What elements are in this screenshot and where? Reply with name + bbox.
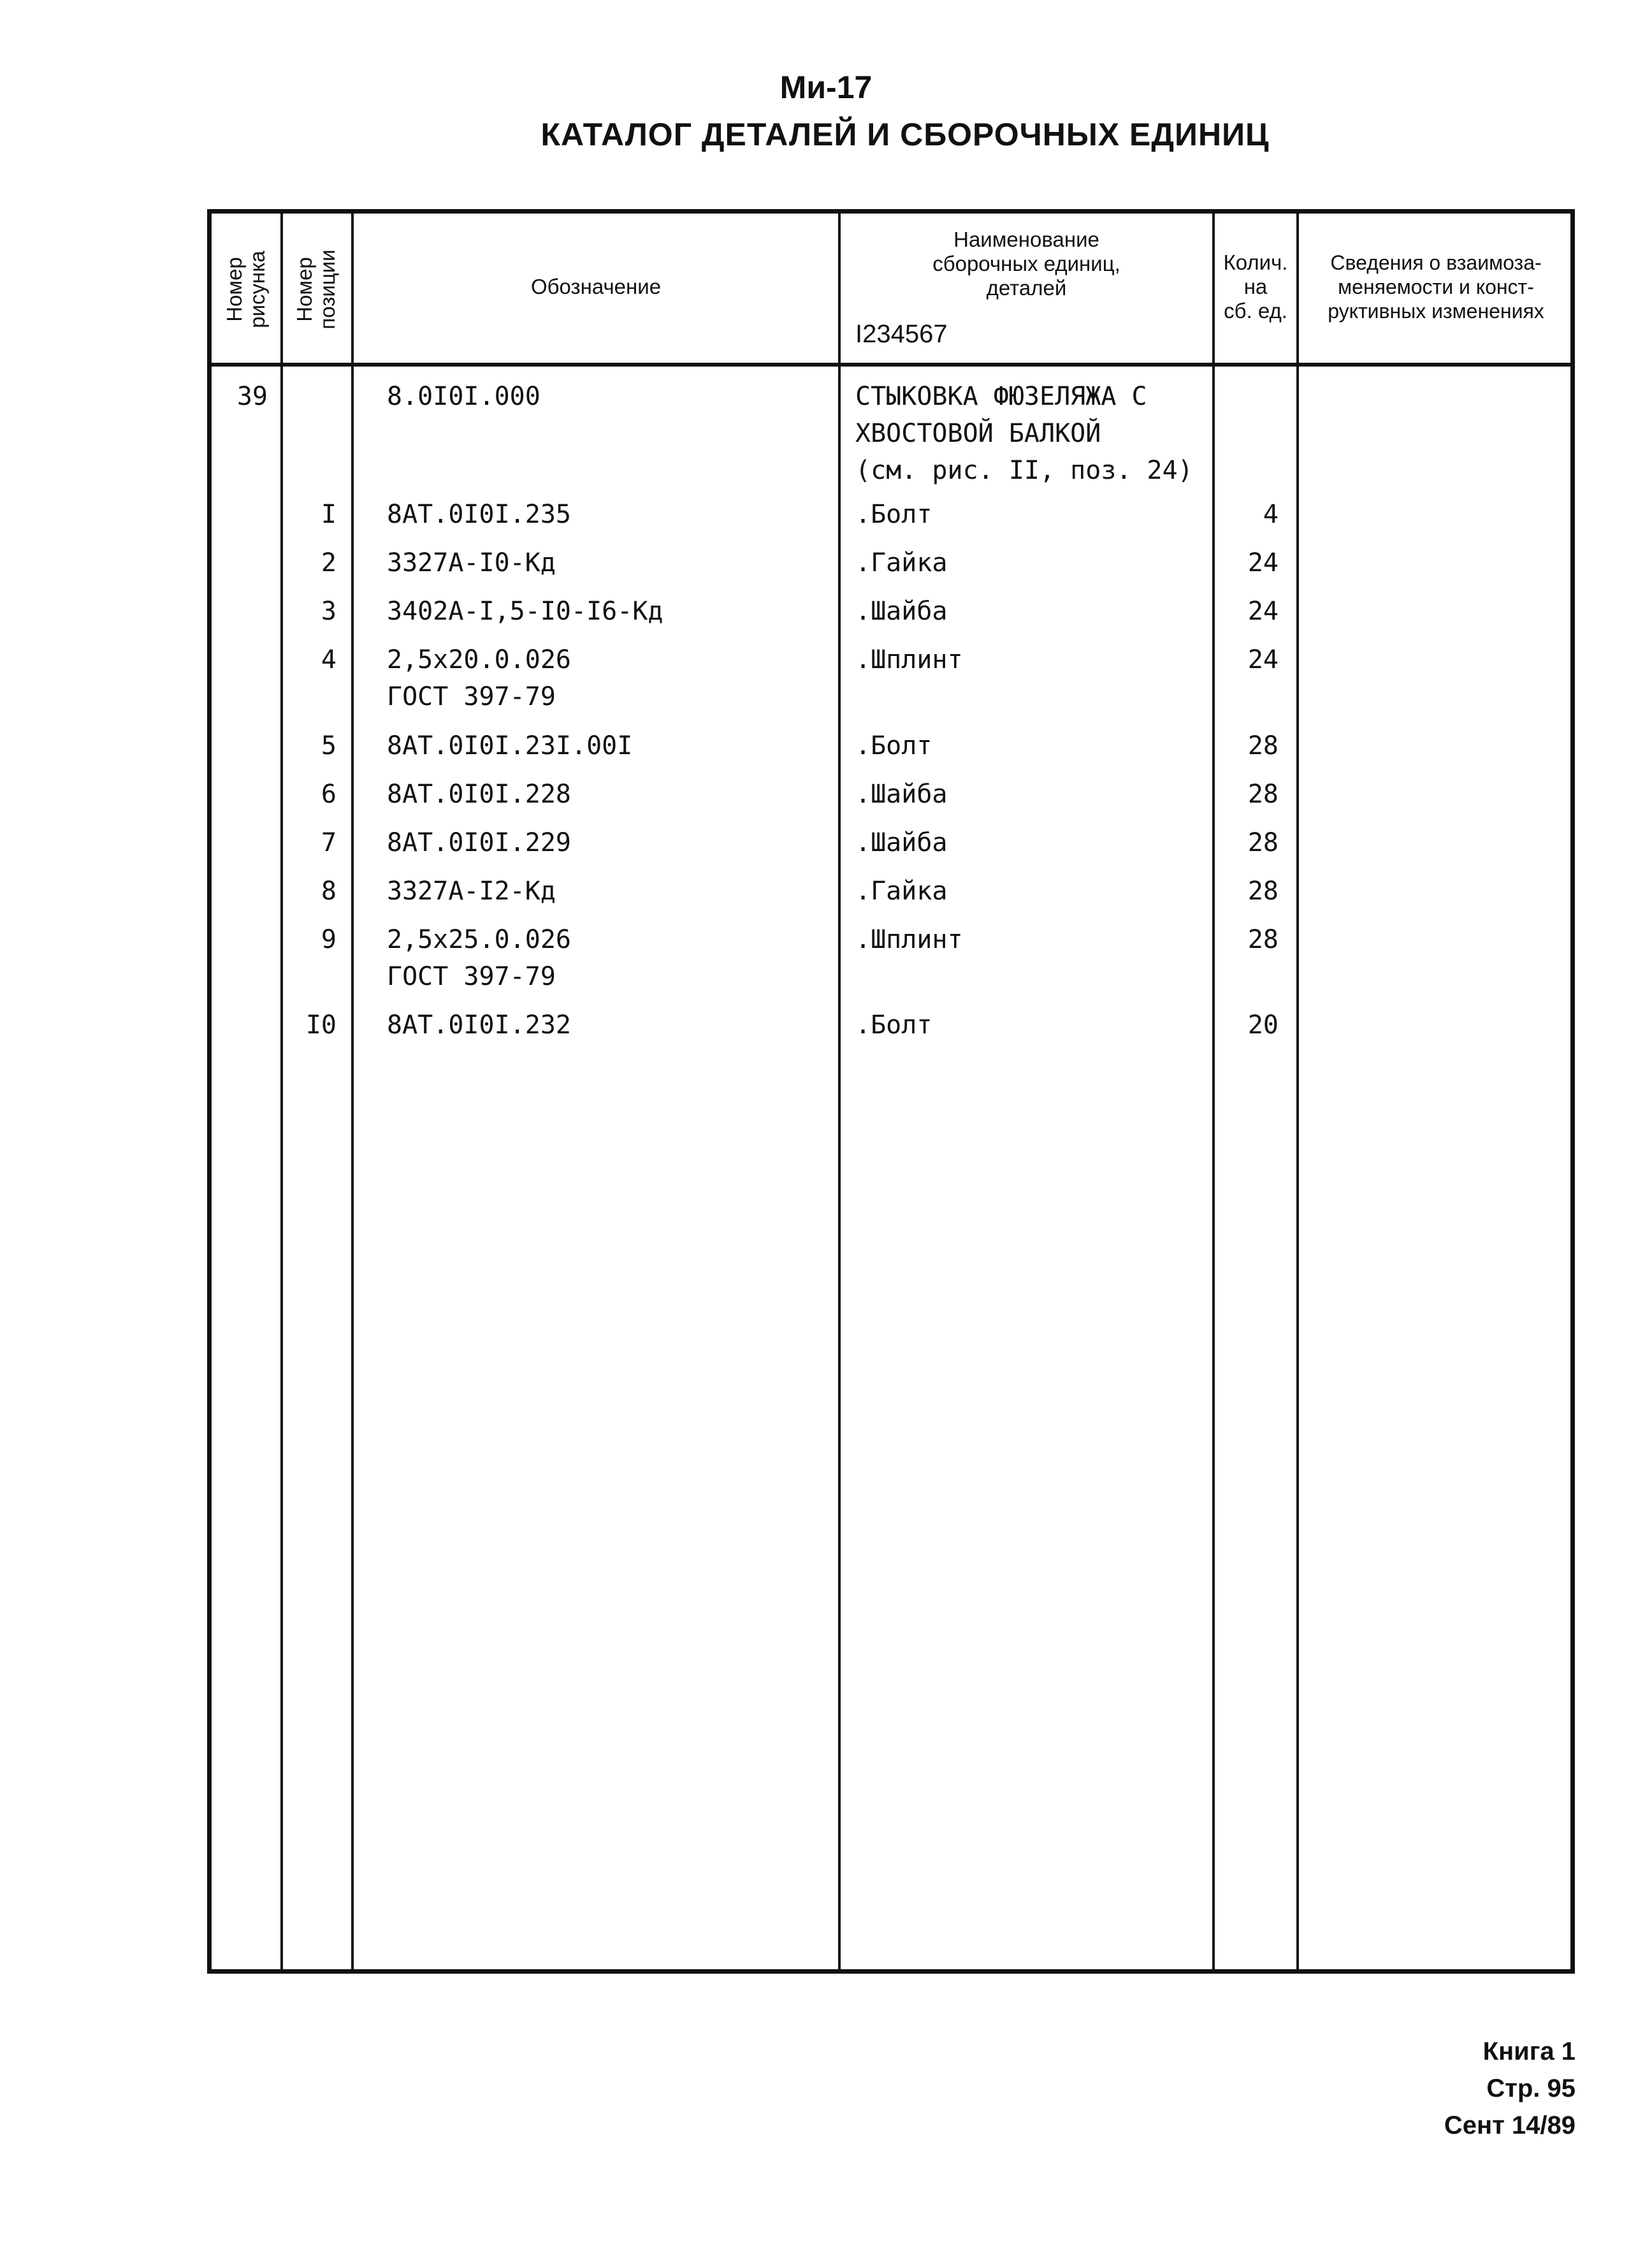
header-notes <box>1299 251 1573 323</box>
header-qty-line3: сб. ед. <box>1224 299 1287 323</box>
row-position: 3 <box>321 597 337 626</box>
header-position-no-line2: позиции <box>315 249 339 330</box>
row-designation-line1: 2,5х25.0.026 <box>387 925 571 954</box>
header-figure-no <box>223 222 270 356</box>
row-position: 4 <box>321 645 337 674</box>
header-name-line1: Наименование <box>953 228 1099 251</box>
row-designation: 8АТ.0I0I.232 <box>387 1010 571 1040</box>
header-name-line3: деталей <box>986 276 1067 300</box>
col-divider <box>280 214 283 1969</box>
header-name <box>841 228 1212 300</box>
row-name: .Шайба <box>855 780 948 809</box>
row-designation-line2: ГОСТ 397-79 <box>387 682 556 711</box>
header-name-index: I234567 <box>855 320 948 348</box>
row-name: .Шплинт <box>855 645 963 674</box>
footer-book: Книга 1 <box>1482 2037 1576 2065</box>
col-divider <box>838 214 841 1969</box>
row-qty: 28 <box>1247 925 1279 954</box>
row-position: 9 <box>321 925 337 954</box>
row-qty: 20 <box>1247 1010 1279 1040</box>
header-divider <box>212 363 1570 367</box>
header-notes-line3: руктивных изменениях <box>1328 300 1544 323</box>
assembly-name <box>855 378 1193 489</box>
row-designation: 8АТ.0I0I.228 <box>387 780 571 809</box>
row-name: .Шайба <box>855 597 948 626</box>
row-name: .Болт <box>855 500 932 529</box>
header-name-line2: сборочных единиц, <box>932 252 1120 275</box>
row-designation: 8АТ.0I0I.229 <box>387 828 571 857</box>
header-notes-line2: меняемости и конст- <box>1338 275 1534 298</box>
row-qty: 28 <box>1247 828 1279 857</box>
header-notes-line1: Сведения о взаимоза- <box>1330 251 1542 274</box>
row-designation <box>387 641 571 715</box>
row-name: .Болт <box>855 731 932 761</box>
header-position-no <box>293 222 340 356</box>
assembly-name-line2: ХВОСТОВОЙ БАЛКОЙ <box>855 419 1101 448</box>
row-position: 5 <box>321 731 337 761</box>
header-designation: Обозначение <box>530 275 662 298</box>
row-position: 7 <box>321 828 337 857</box>
row-designation: 8АТ.0I0I.235 <box>387 500 571 529</box>
row-qty: 4 <box>1263 500 1279 529</box>
row-qty: 28 <box>1247 780 1279 809</box>
row-qty: 28 <box>1247 877 1279 906</box>
row-qty: 24 <box>1247 645 1279 674</box>
header-qty-line2: на <box>1243 275 1268 298</box>
footer-date: Сент 14/89 <box>1444 2111 1576 2139</box>
row-designation-line1: 2,5х20.0.026 <box>387 645 571 674</box>
row-designation: 3327А-I0-Кд <box>387 548 556 578</box>
footer-page: Стр. 95 <box>1486 2074 1576 2102</box>
row-name: .Шайба <box>855 828 948 857</box>
row-designation: 3402А-I,5-I0-I6-Кд <box>387 597 663 626</box>
catalog-title: КАТАЛОГ ДЕТАЛЕЙ И СБОРОЧНЫХ ЕДИНИЦ <box>540 117 1270 152</box>
row-position: I0 <box>305 1010 337 1040</box>
row-designation: 3327А-I2-Кд <box>387 877 556 906</box>
assembly-name-line1: СТЫКОВКА ФЮЗЕЛЯЖА С <box>855 382 1147 411</box>
assembly-name-line3: (см. рис. II, поз. 24) <box>855 456 1193 485</box>
row-position: 8 <box>321 877 337 906</box>
col-divider <box>1212 214 1215 1969</box>
row-position: 6 <box>321 780 337 809</box>
document-model: Ми-17 <box>779 69 873 105</box>
header-qty <box>1215 251 1296 323</box>
assembly-figure: 39 <box>236 382 268 411</box>
row-name: .Гайка <box>855 877 948 906</box>
row-designation-line2: ГОСТ 397-79 <box>387 962 556 991</box>
header-position-no-line1: Номер <box>293 257 316 322</box>
row-name: .Шплинт <box>855 925 963 954</box>
row-position: 2 <box>321 548 337 578</box>
row-qty: 28 <box>1247 731 1279 761</box>
row-name: .Болт <box>855 1010 932 1040</box>
row-designation <box>387 921 571 995</box>
assembly-designation: 8.0I0I.000 <box>387 382 540 411</box>
row-position: I <box>321 500 337 529</box>
header-qty-line1: Колич. <box>1223 251 1288 274</box>
header-figure-no-line1: Номер <box>222 257 246 322</box>
row-name: .Гайка <box>855 548 948 578</box>
col-divider <box>351 214 354 1969</box>
col-divider <box>1296 214 1299 1969</box>
row-qty: 24 <box>1247 548 1279 578</box>
parts-table <box>207 209 1575 1974</box>
row-qty: 24 <box>1247 597 1279 626</box>
row-designation: 8АТ.0I0I.23I.00I <box>387 731 633 761</box>
header-figure-no-line2: рисунка <box>245 251 269 328</box>
